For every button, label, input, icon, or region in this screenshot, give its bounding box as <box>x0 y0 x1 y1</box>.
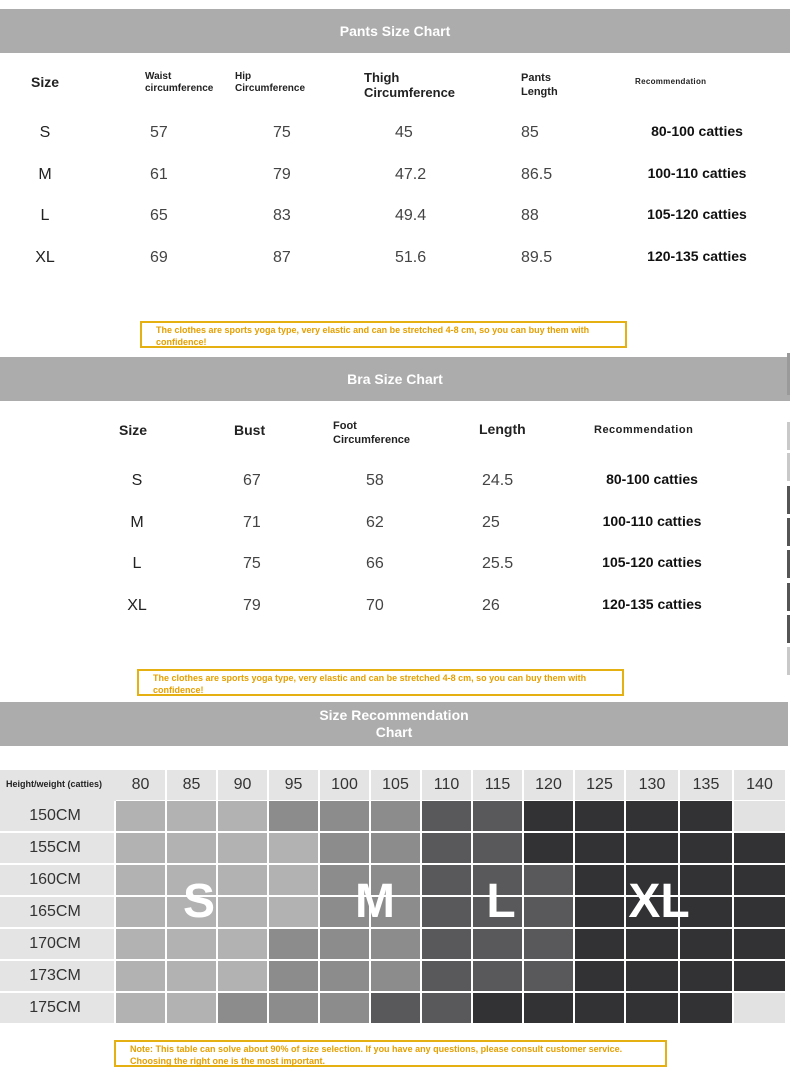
pants-header-length: Pants Length <box>521 72 558 98</box>
bra-cell-rec: 80-100 catties <box>606 471 698 487</box>
height-row-label: 165CM <box>29 903 81 920</box>
bra-cell-length: 25.5 <box>482 555 514 572</box>
grid-cell <box>734 993 785 1023</box>
weight-header-label: 105 <box>382 776 409 793</box>
weight-header-label: 90 <box>233 776 252 793</box>
grid-cell <box>218 993 267 1023</box>
grid-cell <box>116 865 165 895</box>
bra-cell-rec: 100-110 catties <box>602 513 702 529</box>
grid-cell <box>320 929 369 959</box>
grid-cell <box>734 897 785 927</box>
grid-cell <box>167 929 216 959</box>
pants-cell-waist: 69 <box>150 249 168 266</box>
bra-chart-title: Bra Size Chart <box>347 370 443 387</box>
grid-cell <box>575 897 624 927</box>
bra-cell-length: 24.5 <box>482 472 514 489</box>
grid-cell <box>680 993 732 1023</box>
weight-header-label: 130 <box>638 776 666 793</box>
bra-cell-foot: 62 <box>366 514 384 531</box>
bra-cell-size: L <box>132 555 142 572</box>
grid-cell <box>116 929 165 959</box>
grid-cell <box>371 929 420 959</box>
bra-cell-size: M <box>130 514 144 531</box>
bra-header-size: Size <box>119 422 148 438</box>
height-row-label: 173CM <box>29 967 81 984</box>
bra-cell-rec: 120-135 catties <box>602 596 702 612</box>
weight-header-label: 95 <box>284 776 303 793</box>
weight-header-label: 85 <box>182 776 201 793</box>
grid-cell <box>626 961 678 991</box>
pants-cell-hip: 79 <box>273 166 291 183</box>
grid-cell <box>116 993 165 1023</box>
grid-cell <box>680 929 732 959</box>
grid-cell <box>734 801 785 831</box>
grid-cell <box>524 897 573 927</box>
pants-chart-title: Pants Size Chart <box>339 22 451 39</box>
bra-cell-foot: 70 <box>366 597 384 614</box>
grid-cell <box>575 929 624 959</box>
grid-cell <box>734 961 785 991</box>
recommendation-title-line1: Size Recommendation <box>319 707 469 723</box>
bra-cell-bust: 79 <box>243 597 261 614</box>
grid-cell <box>626 929 678 959</box>
grid-cell <box>422 833 471 863</box>
bra-cell-bust: 75 <box>243 555 261 572</box>
grid-cell <box>371 801 420 831</box>
pants-cell-hip: 87 <box>273 249 291 266</box>
height-row-label: 150CM <box>29 807 81 824</box>
grid-cell <box>371 961 420 991</box>
bra-cell-length: 25 <box>482 514 500 531</box>
grid-cell <box>218 961 267 991</box>
grid-cell <box>473 833 522 863</box>
pants-cell-rec: 80-100 catties <box>651 123 743 139</box>
grid-cell <box>269 833 318 863</box>
weight-header-label: 100 <box>331 776 358 793</box>
weight-header-label: 140 <box>746 776 773 793</box>
grid-cell <box>320 801 369 831</box>
pants-cell-length: 88 <box>521 207 539 224</box>
pants-cell-thigh: 49.4 <box>395 207 427 224</box>
pants-header-hip: Hip Circumference <box>235 71 306 94</box>
pants-header-waist: Waist circumference <box>145 71 214 94</box>
pants-cell-rec: 100-110 catties <box>647 165 747 181</box>
pants-cell-length: 89.5 <box>521 249 553 266</box>
grid-cell <box>269 865 318 895</box>
grid-cell <box>269 993 318 1023</box>
grid-cell <box>167 833 216 863</box>
grid-cell <box>116 961 165 991</box>
height-row-label: 155CM <box>29 839 81 856</box>
grid-cell <box>422 993 471 1023</box>
pants-cell-rec: 120-135 catties <box>647 248 747 264</box>
grid-cell <box>218 897 267 927</box>
grid-cell <box>422 929 471 959</box>
pants-cell-size: S <box>39 124 51 141</box>
bra-header-bust: Bust <box>234 422 266 438</box>
grid-cell <box>575 801 624 831</box>
grid-corner-label: Height/weight (catties) <box>6 779 103 789</box>
grid-cell <box>626 801 678 831</box>
weight-header-label: 80 <box>131 776 150 793</box>
height-row-label: 175CM <box>29 999 81 1016</box>
size-zone-label: S <box>182 875 216 928</box>
pants-cell-hip: 83 <box>273 207 291 224</box>
bra-cell-foot: 58 <box>366 472 384 489</box>
pants-cell-waist: 57 <box>150 124 168 141</box>
grid-cell <box>218 833 267 863</box>
grid-cell <box>320 961 369 991</box>
grid-cell <box>269 961 318 991</box>
pants-cell-thigh: 47.2 <box>395 166 427 183</box>
grid-cell <box>167 801 216 831</box>
bra-cell-foot: 66 <box>366 555 384 572</box>
grid-cell <box>167 993 216 1023</box>
grid-cell <box>167 961 216 991</box>
recommendation-chart-banner <box>0 702 788 746</box>
grid-cell <box>422 897 471 927</box>
grid-cell <box>524 801 573 831</box>
size-zone-label: XL <box>628 875 690 928</box>
grid-cell <box>116 833 165 863</box>
grid-cell <box>524 929 573 959</box>
grid-cell <box>371 833 420 863</box>
grid-cell <box>218 929 267 959</box>
grid-cell <box>269 929 318 959</box>
grid-cell <box>626 993 678 1023</box>
grid-cell <box>524 993 573 1023</box>
grid-cell <box>734 929 785 959</box>
grid-cell <box>320 833 369 863</box>
pants-header-size: Size <box>31 74 60 90</box>
size-zone-label: M <box>355 875 395 928</box>
grid-cell <box>422 961 471 991</box>
grid-cell <box>116 897 165 927</box>
grid-cell <box>734 865 785 895</box>
grid-cell <box>734 833 785 863</box>
grid-cell <box>680 961 732 991</box>
grid-cell <box>422 865 471 895</box>
pants-cell-thigh: 51.6 <box>395 249 427 266</box>
size-recommendation-grid <box>0 770 790 1026</box>
grid-cell <box>269 801 318 831</box>
bra-cell-length: 26 <box>482 597 500 614</box>
pants-cell-thigh: 45 <box>395 124 413 141</box>
pants-elastic-note: The clothes are sports yoga type, very elastic and can be stretched 4-8 cm, so you can buy them with confidence! <box>140 321 627 348</box>
grid-cell <box>473 929 522 959</box>
bra-cell-size: S <box>131 472 143 489</box>
bra-elastic-note: The clothes are sports yoga type, very elastic and can be stretched 4-8 cm, so you can buy them with confidence! <box>137 669 624 696</box>
grid-cell <box>680 833 732 863</box>
pants-cell-rec: 105-120 catties <box>647 206 747 222</box>
grid-cell <box>422 801 471 831</box>
pants-cell-size: XL <box>35 249 55 266</box>
grid-cell <box>371 993 420 1023</box>
pants-cell-length: 86.5 <box>521 166 553 183</box>
bra-cell-size: XL <box>127 597 147 614</box>
weight-header-label: 115 <box>484 776 511 793</box>
bra-cell-rec: 105-120 catties <box>602 554 702 570</box>
grid-cell <box>575 961 624 991</box>
grid-cell <box>575 833 624 863</box>
grid-cell <box>218 865 267 895</box>
grid-cell <box>524 865 573 895</box>
grid-cell <box>524 833 573 863</box>
grid-cell <box>473 993 522 1023</box>
bra-cell-bust: 67 <box>243 472 261 489</box>
size-zone-label: L <box>486 875 516 928</box>
pants-cell-size: M <box>38 166 52 183</box>
weight-header-label: 125 <box>586 776 613 793</box>
pants-cell-waist: 65 <box>150 207 168 224</box>
grid-cell <box>473 961 522 991</box>
recommendation-title-line2: Chart <box>375 724 413 740</box>
pants-chart-banner <box>0 9 790 53</box>
grid-cell <box>269 897 318 927</box>
pants-header-recommendation: Recommendation <box>635 77 707 86</box>
grid-cell <box>320 993 369 1023</box>
pants-cell-length: 85 <box>521 124 539 141</box>
weight-header-label: 120 <box>535 776 562 793</box>
pants-cell-hip: 75 <box>273 124 291 141</box>
pants-cell-waist: 61 <box>150 166 168 183</box>
grid-cell <box>626 833 678 863</box>
grid-cell <box>473 801 522 831</box>
recommendation-note: Note: This table can solve about 90% of size selection. If you have any questions, please consult customer service. Choosing the right one is the most important. <box>114 1040 667 1067</box>
grid-cell <box>575 993 624 1023</box>
bra-header-recommendation: Recommendation <box>594 424 694 436</box>
bra-chart-banner <box>0 357 790 401</box>
grid-cell <box>218 801 267 831</box>
grid-cell <box>524 961 573 991</box>
bra-cell-bust: 71 <box>243 514 261 531</box>
pants-header-thigh: Thigh Circumference <box>364 70 456 100</box>
grid-cell <box>680 801 732 831</box>
bra-header-length: Length <box>479 421 526 437</box>
bra-header-foot: Foot Circumference <box>333 420 411 446</box>
height-row-label: 170CM <box>29 935 81 952</box>
grid-cell <box>116 801 165 831</box>
height-row-label: 160CM <box>29 871 81 888</box>
weight-header-label: 135 <box>692 776 720 793</box>
grid-cell <box>575 865 624 895</box>
weight-header-label: 110 <box>433 776 460 793</box>
pants-cell-size: L <box>40 207 50 224</box>
